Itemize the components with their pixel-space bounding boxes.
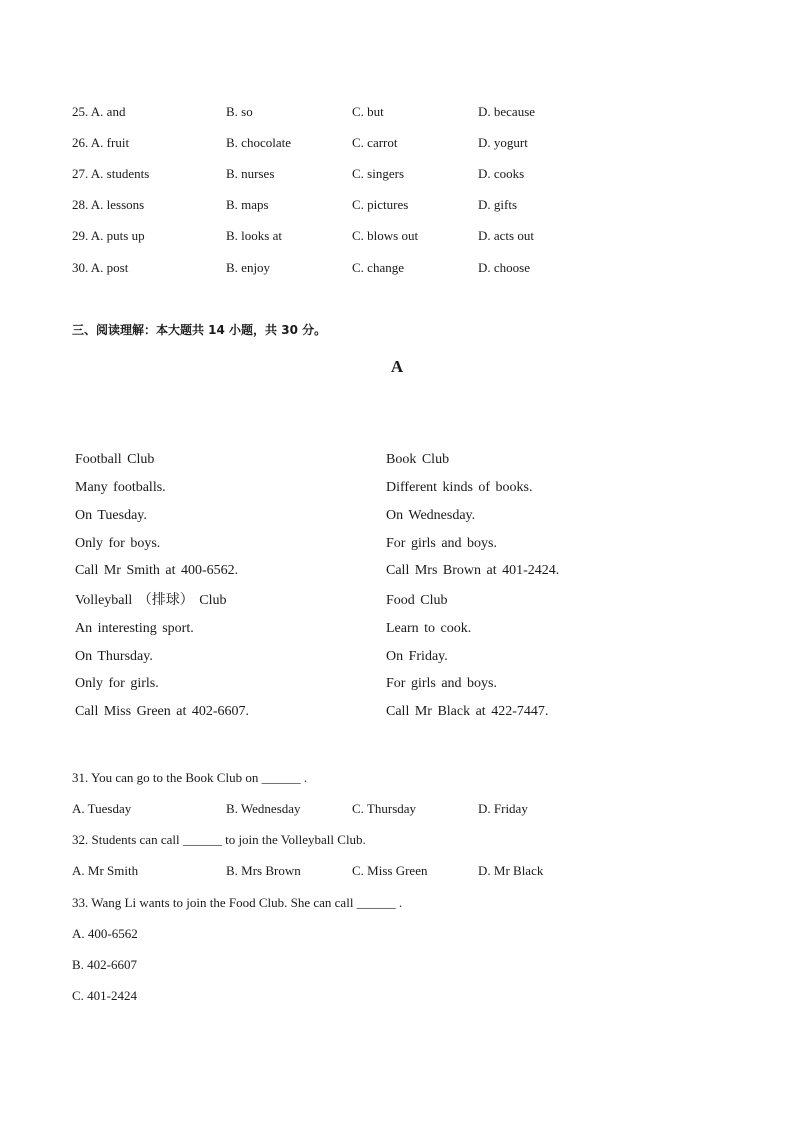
club-line: On Tuesday. xyxy=(75,508,147,523)
option-b: B. enjoy xyxy=(226,260,271,275)
club-line: Call Mr Smith at 400-6562. xyxy=(75,563,239,578)
question-33-option-c: C. 401-2424 xyxy=(72,988,137,1003)
club-line: Many footballs. xyxy=(75,480,166,495)
club-line: Call Mr Black at 422-7447. xyxy=(386,704,549,719)
club-title: Volleyball （排球） Club xyxy=(75,593,227,608)
option-c: C. carrot xyxy=(352,135,398,150)
option-a: 29. A. puts up xyxy=(72,228,145,243)
option-a: 30. A. post xyxy=(72,260,129,275)
passage-title: A xyxy=(390,357,404,376)
option-a: 26. A. fruit xyxy=(72,135,130,150)
option-c: C. Thursday xyxy=(352,801,417,816)
option-b: B. Mrs Brown xyxy=(226,863,301,878)
option-d: D. yogurt xyxy=(478,135,528,150)
option-b: B. chocolate xyxy=(226,135,291,150)
option-c: C. singers xyxy=(352,166,404,181)
option-d: D. Friday xyxy=(478,801,528,816)
option-d: D. Mr Black xyxy=(478,863,544,878)
option-b: B. looks at xyxy=(226,228,282,243)
option-row-26 xyxy=(0,134,794,152)
option-c: C. change xyxy=(352,260,404,275)
option-c: C. but xyxy=(352,104,384,119)
option-d: D. cooks xyxy=(478,166,525,181)
option-a: A. Mr Smith xyxy=(72,863,139,878)
club-line: Call Mrs Brown at 401-2424. xyxy=(386,563,560,578)
option-d: D. gifts xyxy=(478,197,517,212)
question-32-options xyxy=(0,862,794,880)
club-line: On Friday. xyxy=(386,649,448,664)
option-row-25 xyxy=(0,103,794,121)
section-heading: 三、阅读理解：本大题共 14 小题，共 30 分。 xyxy=(72,323,327,337)
option-b: B. Wednesday xyxy=(226,801,301,816)
club-title: Football Club xyxy=(75,452,155,467)
option-d: D. because xyxy=(478,104,536,119)
club-title: Food Club xyxy=(386,593,448,608)
option-row-30 xyxy=(0,259,794,277)
option-row-27 xyxy=(0,165,794,183)
club-line: Learn to cook. xyxy=(386,621,472,636)
option-d: D. acts out xyxy=(478,228,534,243)
question-31: 31. You can go to the Book Club on ______ . xyxy=(72,770,308,785)
option-a: 25. A. and xyxy=(72,104,126,119)
option-a: A. Tuesday xyxy=(72,801,132,816)
question-33-option-b: B. 402-6607 xyxy=(72,957,137,972)
club-line: For girls and boys. xyxy=(386,536,497,551)
question-33: 33. Wang Li wants to join the Food Club. She can call ______ . xyxy=(72,895,403,910)
question-31-options xyxy=(0,800,794,818)
option-row-29 xyxy=(0,227,794,245)
option-b: B. so xyxy=(226,104,253,119)
club-line: On Wednesday. xyxy=(386,508,476,523)
club-line: Only for boys. xyxy=(75,536,161,551)
club-line: Different kinds of books. xyxy=(386,480,533,495)
club-line: Call Miss Green at 402-6607. xyxy=(75,704,250,719)
question-32: 32. Students can call ______ to join the Volleyball Club. xyxy=(72,832,366,847)
club-line: On Thursday. xyxy=(75,649,153,664)
option-c: C. pictures xyxy=(352,197,409,212)
club-title: Book Club xyxy=(386,452,450,467)
option-b: B. maps xyxy=(226,197,269,212)
option-a: 27. A. students xyxy=(72,166,150,181)
question-33-option-a: A. 400-6562 xyxy=(72,926,138,941)
option-a: 28. A. lessons xyxy=(72,197,145,212)
club-line: For girls and boys. xyxy=(386,676,497,691)
club-line: An interesting sport. xyxy=(75,621,194,636)
option-c: C. Miss Green xyxy=(352,863,428,878)
option-row-28 xyxy=(0,196,794,214)
club-line: Only for girls. xyxy=(75,676,159,691)
option-c: C. blows out xyxy=(352,228,419,243)
option-b: B. nurses xyxy=(226,166,275,181)
option-d: D. choose xyxy=(478,260,530,275)
